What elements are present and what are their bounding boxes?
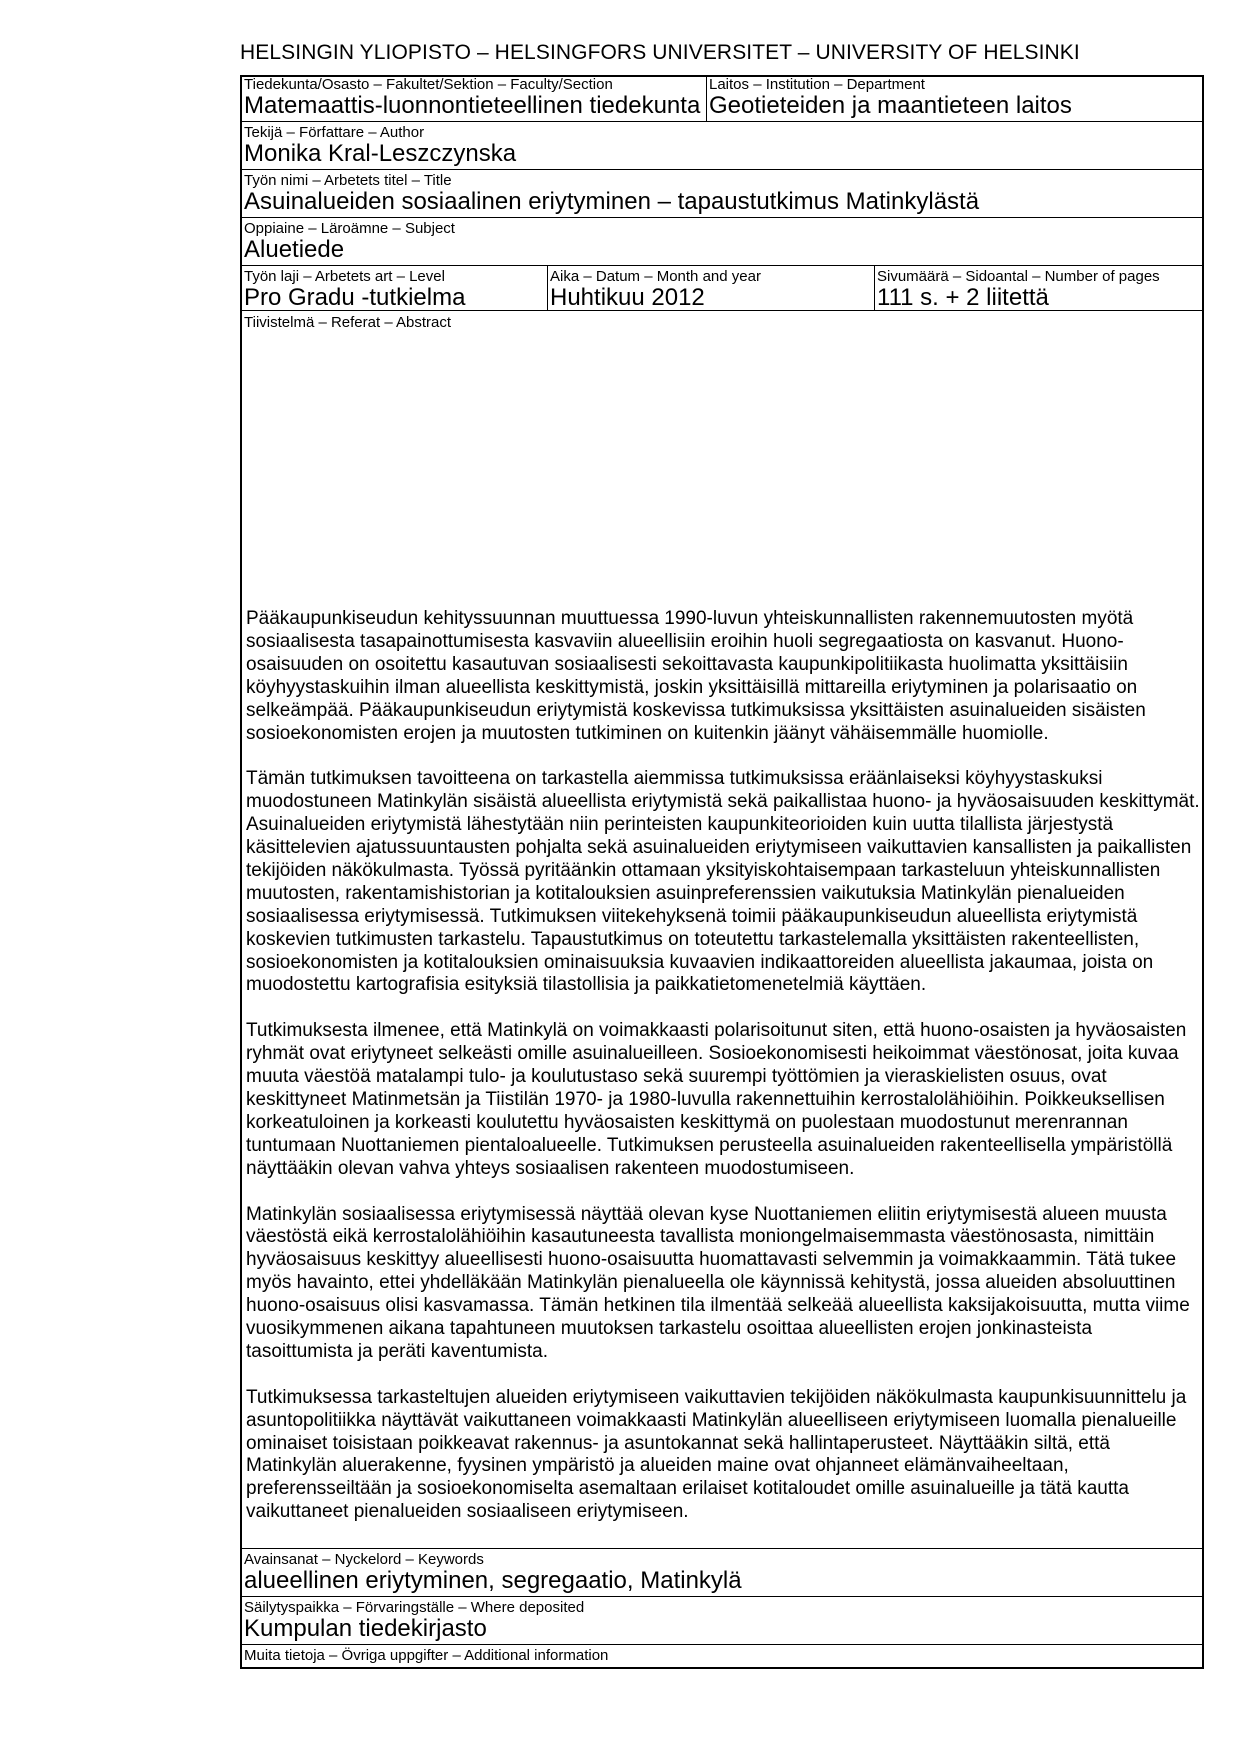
title-label: Työn nimi – Arbetets titel – Title [244, 172, 452, 189]
date-value: Huhtikuu 2012 [550, 284, 705, 310]
deposited-label: Säilytyspaikka – Förvaringställe – Where deposited [244, 1599, 585, 1616]
subject-cell [242, 218, 1202, 265]
level-cell [242, 266, 547, 310]
pages-label: Sivumäärä – Sidoantal – Number of pages [877, 268, 1160, 285]
abstract-paragraph: Tämän tutkimuksen tavoitteena on tarkastella aiemmissa tutkimuksissa eräänlaiseksi köyhyystaskuksi muodostuneen Matinkylän sisäistä alueellista eriytymistä sekä paikallistaa huono- ja hyväosaisuuden keskittymät. Asuinalueiden eriytymistä lähestytään niin perinteisten kaupunkiteorioiden kuin uutta tilallista järjestystä käsittelevien ajatussuuntausten pohjalta sekä asuinalueiden eriytymiseen vaikuttavien kansallisten ja paikallisten tekijöiden näkökulmasta. Työssä pyritäänkin ottamaan yksityiskohtaisempaan tarkasteluun yhteiskunnallisten muutosten, rakentamishistorian ja kotitalouksien asuinpreferenssien vaikutuksia Matinkylän pienalueiden sosiaalisessa eriytymisessä. Tutkimuksen viitekehyksenä toimii pääkaupunkiseudun alueellista eriytymistä koskevien tutkimusten tarkastelu. Tapaustutkimus on toteutettu tarkastelemalla yksittäisten rakenteellisten, sosioekonomisten ja kotitalouksien ominaisuuksia kuvaavien indikaattoreiden alueellista jakaumaa, joista on muodostettu kartografisia esityksiä tilastollisia ja paikkatietomenetelmiä käyttäen. [246, 768, 1200, 996]
subject-label: Oppiaine – Läroämne – Subject [244, 220, 455, 237]
abstract-paragraph: Tutkimuksesta ilmenee, että Matinkylä on voimakkaasti polarisoitunut siten, että huono-osaisten ja hyväosaisten ryhmät ovat eriytyneet selkeästi omille asuinalueilleen. Sosioekonomisesti heikoimmat väestönosat, joita kuvaa muuta väestöä matalampi tulo- ja koulutustaso sekä suurempi työttömien ja vieraskielisten osuus, ovat keskittyneet Matinmetsän ja Tiistilän 1970- ja 1980-luvulla rakennettuihin kerrostalolähiöihin. Poikkeuksellisen korkeatuloinen ja korkeasti koulutettu hyväosaisten keskittymä on puolestaan muodostunut merenrannan tuntumaan Nuottaniemen pientaloalueelle. Tutkimuksen perusteella asuinalueiden rakenteellisella ympäristöllä näyttääkin olevan vahva yhteys sosiaalisen rakenteen muodostumiseen. [246, 1020, 1187, 1179]
date-label: Aika – Datum – Month and year [550, 268, 761, 285]
faculty-label: Tiedekunta/Osasto – Fakultet/Sektion – Faculty/Section [244, 77, 613, 93]
faculty-value: Matemaattis-luonnontieteellinen tiedekunta [244, 92, 701, 119]
department-label: Laitos – Institution – Department [709, 77, 925, 93]
subject-value: Aluetiede [244, 236, 345, 263]
university-header: HELSINGIN YLIOPISTO – HELSINGFORS UNIVERSITET – UNIVERSITY OF HELSINKI [240, 41, 1080, 64]
level-date-pages-row [242, 266, 1202, 311]
additional-label: Muita tietoja – Övriga uppgifter – Additional information [244, 1647, 609, 1664]
author-row [242, 122, 1202, 170]
abstract-row [242, 311, 1202, 1549]
date-cell [547, 266, 874, 310]
level-value: Pro Gradu -tutkielma [244, 284, 466, 310]
keywords-cell [242, 1549, 1202, 1596]
author-cell [242, 122, 1202, 169]
author-label: Tekijä – Författare – Author [244, 124, 425, 141]
author-value: Monika Kral-Leszczynska [244, 140, 517, 167]
department-cell [706, 77, 1202, 121]
abstract-form [240, 75, 1204, 1669]
deposited-row [242, 1597, 1202, 1645]
deposited-value: Kumpulan tiedekirjasto [244, 1615, 487, 1642]
abstract-label: Tiivistelmä – Referat – Abstract [244, 314, 452, 331]
abstract-paragraph: Matinkylän sosiaalisessa eriytymisessä näyttää olevan kyse Nuottaniemen eliitin eriytymisestä alueen muusta väestöstä eikä kerrostalolähiöihin kasautuneesta tavallista moniongelmaisemmasta väestönosasta, nimittäin hyväosaisuus keskittyy alueellisesti huono-osaisuutta huomattavasti selvemmin ja voimakkaammin. Tätä tukee myös havainto, ettei yhdelläkään Matinkylän pienalueella ole käynnissä kehitystä, jossa alueiden absoluuttinen huono-osaisuus olisi kasvamassa. Tämän hetkinen tila ilmentää selkeää alueellista kaksijakoisuutta, mutta viime vuosikymmenen aikana tapahtuneen muutoksen tarkastelu osoittaa alueellisten erojen jonkinasteista tasoittumista ja peräti kaventumista. [246, 1203, 1190, 1362]
faculty-cell [242, 77, 706, 121]
title-row [242, 170, 1202, 218]
subject-row [242, 218, 1202, 266]
level-label: Työn laji – Arbetets art – Level [244, 268, 445, 285]
keywords-label: Avainsanat – Nyckelord – Keywords [244, 1551, 484, 1568]
deposited-cell [242, 1597, 1202, 1644]
abstract-text [246, 608, 1202, 1547]
title-value: Asuinalueiden sosiaalinen eriytyminen – tapaustutkimus Matinkylästä [244, 188, 980, 215]
department-value: Geotieteiden ja maantieteen laitos [709, 92, 1072, 119]
abstract-paragraph: Tutkimuksessa tarkasteltujen alueiden eriytymiseen vaikuttavien tekijöiden näkökulmasta kaupunkisuunnittelu ja asuntopolitiikka näyttävät vaikuttaneen voimakkaasti Matinkylän alueelliseen eriytymiseen luomalla pienalueille ominaiset toisistaan poikkeavat rakennus- ja asuntokannat sekä hallintaperusteet. Näyttääkin siltä, että Matinkylän aluerakenne, fyysinen ympäristö ja alueiden maine ovat ohjanneet elämänvaiheeltaan, preferensseiltään ja sosioekonomiselta asemaltaan erilaiset kotitaloudet omille asuinalueille ja tätä kautta vaikuttaneet pienalueiden sosiaaliseen eriytymiseen. [246, 1386, 1187, 1523]
pages-value: 111 s. + 2 liitettä [877, 284, 1049, 310]
additional-cell [242, 1645, 1202, 1667]
faculty-department-row [242, 77, 1202, 122]
keywords-row [242, 1549, 1202, 1597]
pages-cell [874, 266, 1202, 310]
abstract-paragraph: Pääkaupunkiseudun kehityssuunnan muuttuessa 1990-luvun yhteiskunnallisten rakennemuutosten myötä sosiaalisesta tasapainottumisesta kasvaviin alueellisiin eroihin huoli segregaatiosta on kasvanut. Huono-osaisuuden on osoitettu kasautuvan sosiaalisesti sekoittavasta kaupunkipolitiikasta huolimatta yksittäisiin köyhyystaskuihin ilman alueellista keskittymistä, joskin yksittäisillä mittareilla eriytyminen ja polarisaatio on selkeämpää. Pääkaupunkiseudun eriytymistä koskevissa tutkimuksissa yksittäisten asuinalueiden sisäisten sosioekonomisten erojen ja muutosten tutkiminen on kuitenkin jäänyt vähäisemmälle huomiolle. [246, 608, 1146, 744]
additional-row [242, 1645, 1202, 1667]
title-cell [242, 170, 1202, 217]
keywords-value: alueellinen eriytyminen, segregaatio, Matinkylä [244, 1567, 742, 1594]
